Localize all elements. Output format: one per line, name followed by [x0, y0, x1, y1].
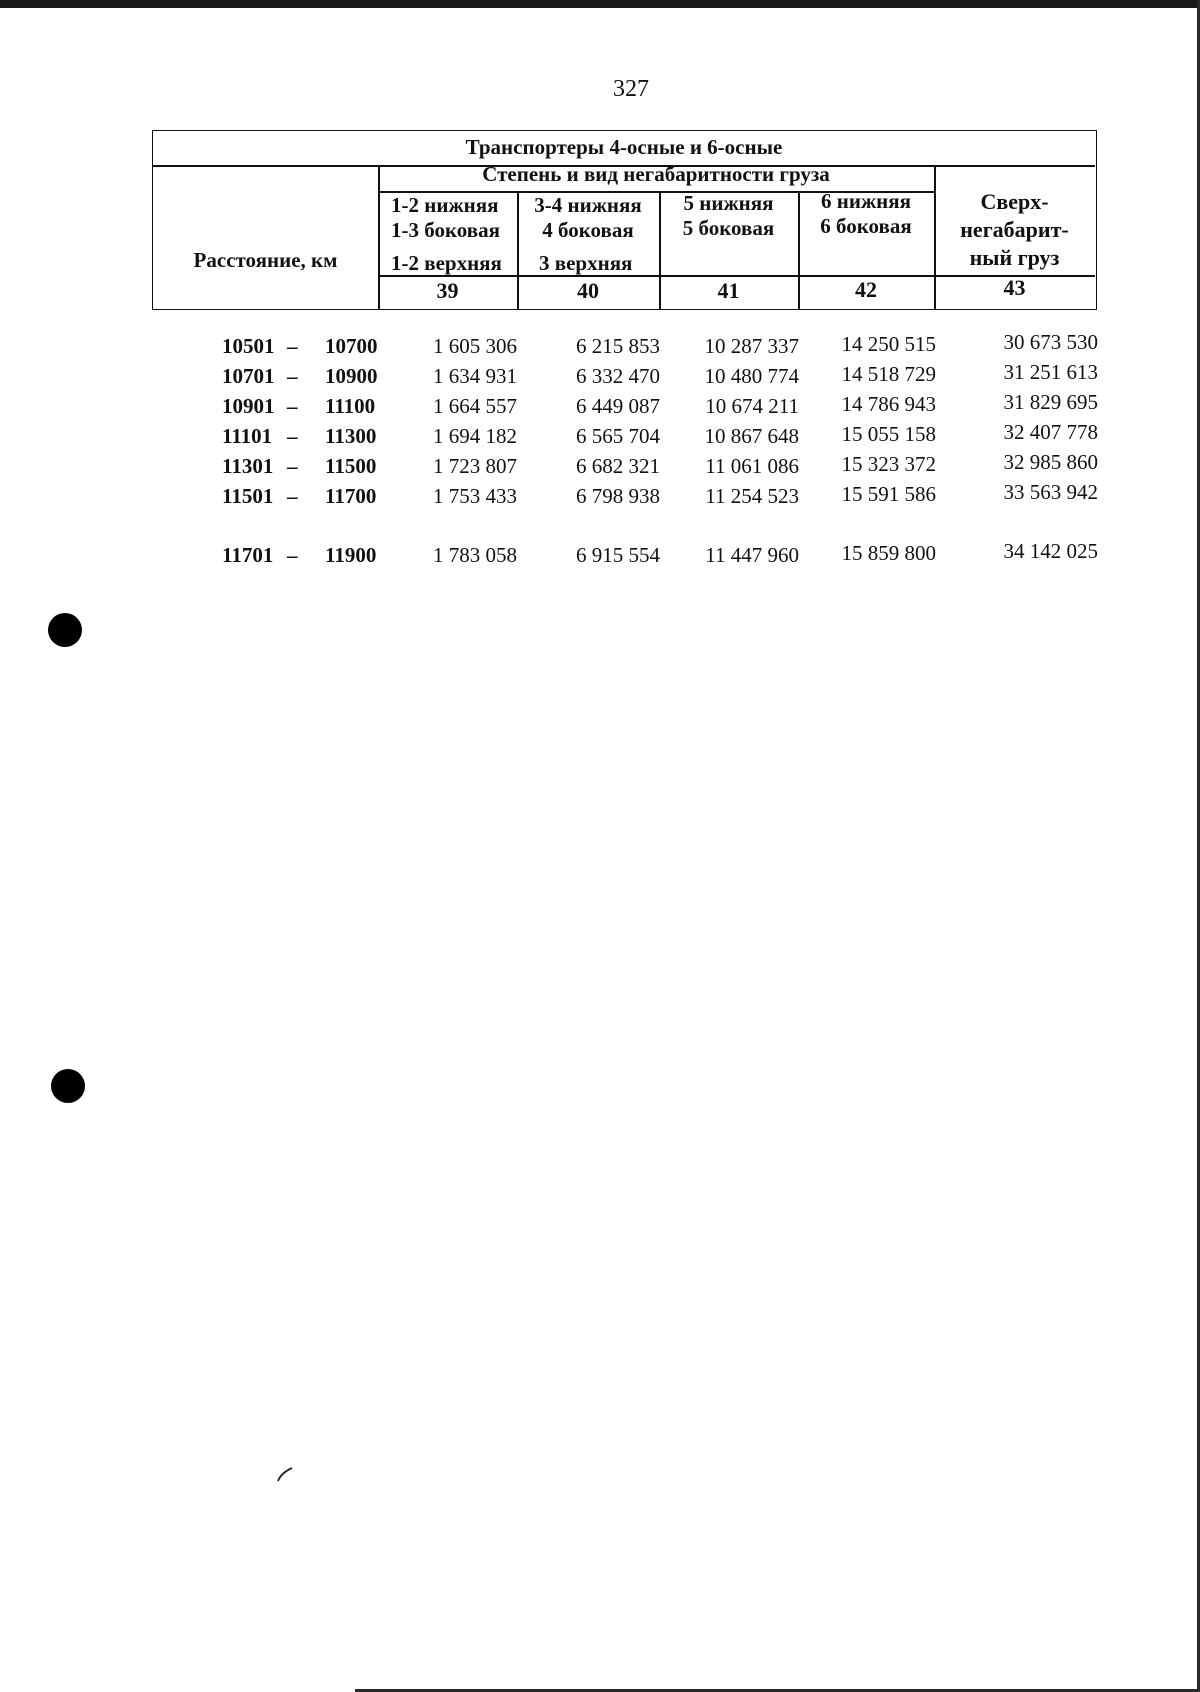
range-dash: – — [287, 454, 298, 478]
distance-to: 11100 — [325, 394, 376, 418]
page-number: 327 — [613, 76, 649, 102]
value-39: 1 605 306 — [433, 334, 517, 358]
value-42: 14 786 943 — [841, 392, 936, 416]
value-40: 6 449 087 — [576, 394, 660, 418]
value-40: 6 915 554 — [576, 543, 660, 567]
value-41: 10 480 774 — [704, 364, 799, 388]
column-41-header: 5 нижняя 5 боковая — [682, 191, 775, 240]
table-row — [0, 540, 1200, 570]
column-43-header: Сверх- негабарит- ный груз — [960, 189, 1069, 270]
range-dash: – — [287, 543, 298, 567]
value-40: 6 215 853 — [576, 334, 660, 358]
distance-from: 11101 — [222, 424, 273, 448]
distance-from: 10901 — [222, 394, 275, 418]
distance-from: 11301 — [222, 454, 274, 478]
value-42: 14 518 729 — [841, 362, 936, 386]
value-42: 15 323 372 — [841, 452, 936, 476]
table-title: Транспортеры 4-осные и 6-осные — [465, 135, 783, 159]
group-header: Степень и вид негабаритности груза — [482, 162, 830, 186]
distance-to: 11900 — [325, 543, 377, 567]
column-39-number: 39 — [436, 278, 459, 303]
value-43: 31 251 613 — [1003, 360, 1098, 384]
value-39: 1 723 807 — [433, 454, 517, 478]
column-41-number: 41 — [717, 278, 740, 303]
value-41: 11 254 523 — [705, 484, 799, 508]
punch-hole-upper — [48, 613, 82, 647]
punch-hole-lower — [51, 1069, 85, 1103]
value-39: 1 634 931 — [433, 364, 517, 388]
value-40: 6 682 321 — [576, 454, 660, 478]
value-43: 30 673 530 — [1003, 330, 1098, 354]
value-41: 11 447 960 — [705, 543, 799, 567]
value-41: 11 061 086 — [705, 454, 799, 478]
column-40-header: 3-4 нижняя 4 боковая 3 верхняя — [534, 193, 642, 275]
value-41: 10 674 211 — [705, 394, 799, 418]
value-41: 10 287 337 — [704, 334, 799, 358]
value-40: 6 332 470 — [576, 364, 660, 388]
value-39: 1 783 058 — [433, 543, 517, 567]
range-dash: – — [287, 334, 298, 358]
value-43: 32 985 860 — [1003, 450, 1098, 474]
value-43: 31 829 695 — [1003, 390, 1098, 414]
value-39: 1 753 433 — [433, 484, 517, 508]
value-42: 15 859 800 — [841, 541, 936, 565]
table-row — [0, 481, 1200, 511]
value-40: 6 798 938 — [576, 484, 660, 508]
range-dash: – — [287, 424, 298, 448]
distance-to: 11300 — [325, 424, 377, 448]
distance-from: 11501 — [222, 484, 274, 508]
distance-from: 10701 — [222, 364, 275, 388]
pen-mark — [276, 1465, 294, 1483]
distance-from: 11701 — [222, 543, 274, 567]
column-40-number: 40 — [577, 278, 599, 303]
value-43: 34 142 025 — [1003, 539, 1098, 563]
value-43: 33 563 942 — [1003, 480, 1098, 504]
value-39: 1 694 182 — [433, 424, 517, 448]
value-42: 14 250 515 — [841, 332, 936, 356]
table-header — [152, 130, 1097, 310]
distance-to: 10700 — [325, 334, 378, 358]
column-42-number: 42 — [855, 277, 877, 302]
range-dash: – — [287, 364, 298, 388]
distance-header: Расстояние, км — [193, 248, 338, 272]
value-42: 15 591 586 — [841, 482, 936, 506]
distance-to: 10900 — [325, 364, 378, 388]
value-41: 10 867 648 — [704, 424, 799, 448]
value-43: 32 407 778 — [1003, 420, 1098, 444]
value-40: 6 565 704 — [576, 424, 660, 448]
column-43-number: 43 — [1003, 275, 1026, 300]
column-42-header: 6 нижняя 6 боковая — [820, 189, 912, 238]
value-42: 15 055 158 — [841, 422, 936, 446]
range-dash: – — [287, 394, 298, 418]
column-39-header: 1-2 нижняя 1-3 боковая 1-2 верхняя — [391, 193, 502, 275]
range-dash: – — [287, 484, 298, 508]
value-39: 1 664 557 — [433, 394, 517, 418]
distance-to: 11500 — [325, 454, 377, 478]
distance-from: 10501 — [222, 334, 275, 358]
scan-top-edge — [0, 0, 1200, 8]
distance-to: 11700 — [325, 484, 377, 508]
